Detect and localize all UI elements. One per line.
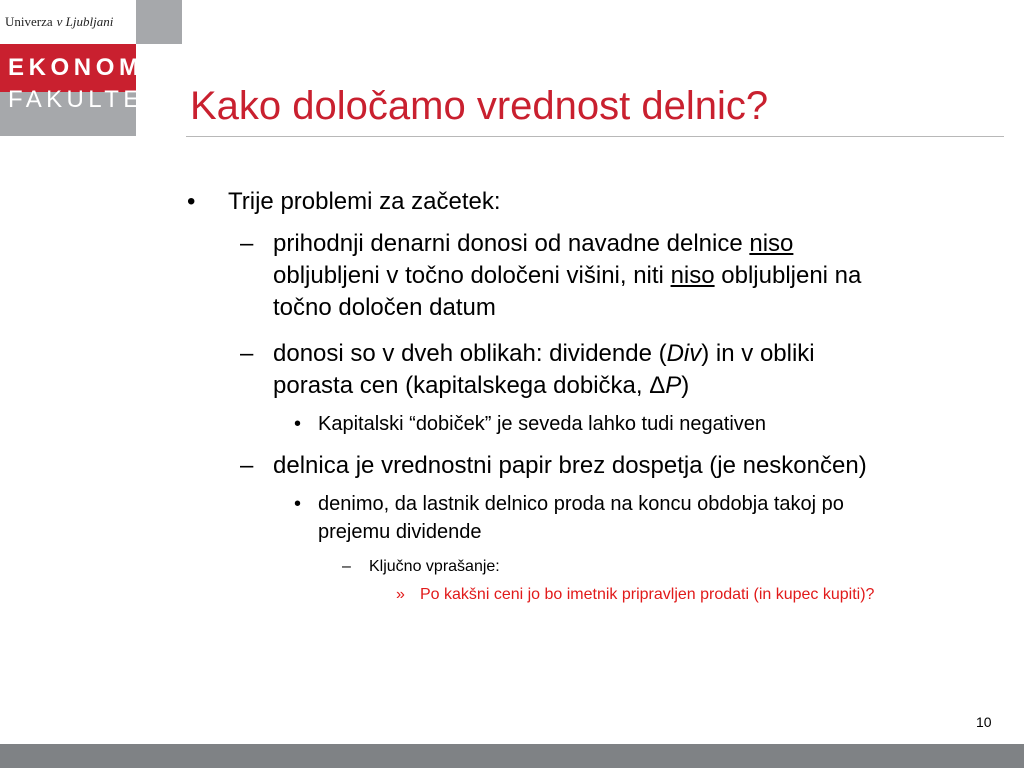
underlined-text: niso [670,262,715,289]
university-prefix: Univerza [5,14,53,29]
faculty-line1: EKONOMSKA [8,54,209,81]
title-divider [186,136,1004,137]
underlined-text: niso [749,230,794,257]
text-segment: ) in v obliki [701,340,815,367]
list-item [273,228,861,324]
text-line: točno določen datum [273,294,496,321]
chevron-marker: » [396,586,405,603]
dash-marker: – [240,230,254,257]
text-line: prejemu dividende [318,521,482,543]
dash-marker: – [240,452,254,479]
bullet-text: Kapitalski “dobiček” je seveda lahko tudi negativen [318,413,767,435]
corner-gray-block [136,0,182,44]
university-name: v Ljubljani [56,14,114,29]
text-segment: obljubljeni v točno določeni višini, niti [273,262,671,289]
list-item [318,490,844,546]
text-segment: obljubljeni na [714,262,862,289]
slide-title: Kako določamo vrednost delnic? [190,84,769,128]
italic-text: Div [666,340,702,367]
list-item: Ključno vprašanje: [369,558,500,575]
key-question: Po kakšni ceni jo bo imetnik pripravljen prodati (in kupec kupiti)? [420,586,875,603]
page-number: 10 [976,714,992,730]
bullet-marker: • [187,188,196,215]
text-segment: prihodnji denarni donosi od navadne delnice [273,230,750,257]
list-item [273,338,815,402]
text-line: denimo, da lastnik delnico proda na koncu obdobja takoj po [318,493,844,515]
dash-marker: – [240,340,254,367]
faculty-logo [0,44,209,113]
footer-bar [0,744,1024,768]
list-item: delnica je vrednostni papir brez dospetja (je neskončen) [273,452,867,479]
bullet-marker: • [294,493,302,515]
bullet-text: Trije problemi za začetek: [228,188,501,215]
bullet-marker: • [294,413,302,435]
text-segment: ) [681,372,690,399]
dash-marker: – [342,558,351,575]
faculty-line2: FAKULTETA [8,86,182,113]
italic-text: P [665,372,682,399]
text-segment: porasta cen (kapitalskega dobička, Δ [273,372,666,399]
text-segment: donosi so v dveh oblikah: dividende ( [273,340,667,367]
university-logo [0,0,136,44]
